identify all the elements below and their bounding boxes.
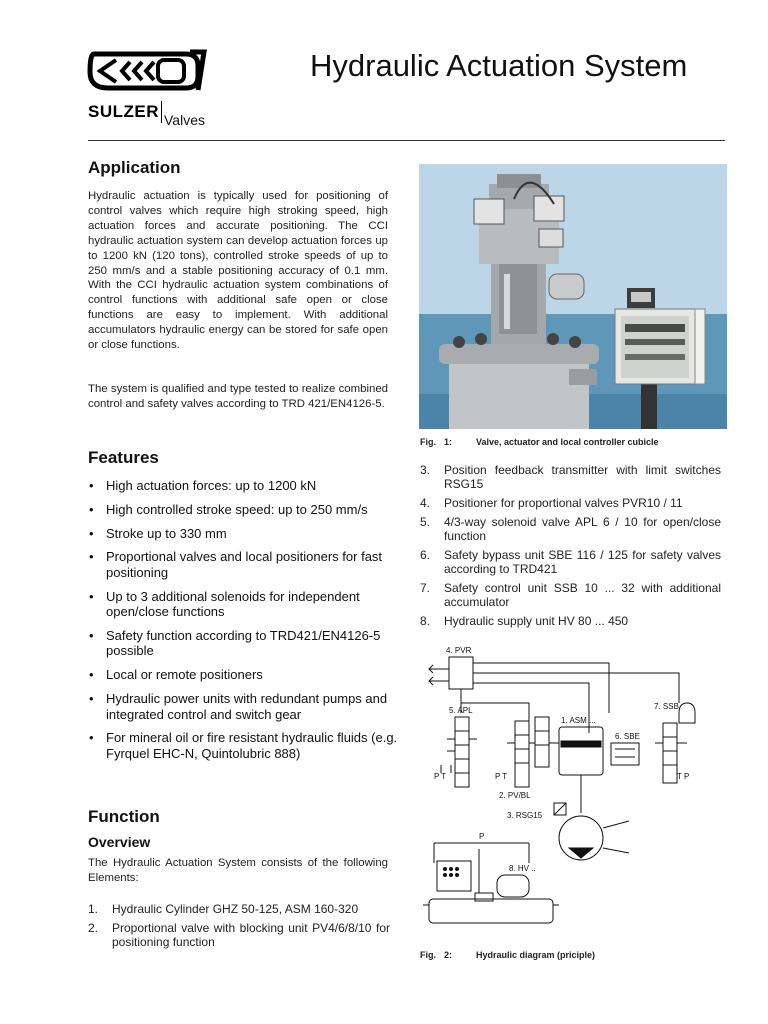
function-heading: Function: [88, 807, 160, 826]
label-pt-left: P T: [434, 772, 447, 781]
feature-item: • Up to 3 additional solenoids for independent open/close functions: [88, 589, 398, 620]
figure-1-caption: Fig. 1: Valve, actuator and local controller cubicle: [420, 437, 659, 447]
overview-subheading: Overview: [88, 834, 151, 850]
feature-item: • For mineral oil or fire resistant hydraulic fluids (e.g. Fyrquel EHC-N, Quintolubric 888): [88, 730, 398, 761]
label-rsg: 3. RSG15: [507, 811, 543, 820]
element-item: 7. Safety control unit SSB 10 ... 32 with additional accumulator: [420, 581, 721, 609]
feature-item: • Stroke up to 330 mm: [88, 526, 398, 542]
label-asm: 1. ASM ...: [561, 716, 596, 725]
label-pvbl: 2. PV/BL: [499, 791, 531, 800]
pvr-box: [449, 657, 473, 689]
sulzer-valves-brand: [88, 101, 205, 128]
hv-tank: [429, 899, 553, 923]
elements-list-right: [420, 463, 721, 628]
valve-actuator-photo: [419, 164, 727, 429]
asm-cylinder: [559, 727, 603, 775]
feature-item: • High controlled stroke speed: up to 250 mm/s: [88, 502, 398, 518]
label-apl: 5. APL: [449, 706, 473, 715]
label-p: P: [479, 832, 485, 841]
element-item: 5. 4/3-way solenoid valve APL 6 / 10 for open/close function: [420, 515, 721, 543]
application-paragraph-1: Hydraulic actuation is typically used for positioning of control valves which require high stroking speed, high actuation forces and accurate positioning. The CCI hydraulic actuation system can develop actuation forces up to 1200 kN (120 tons), controlled stroke speeds of up to 250 mm/s and a stable positioning accuracy of 0.1 mm. With the CCI hydraulic actuation system combinations of control functions with additional safe open or close functions are easy to implement. With additional accumulators hydraulic energy can be stored for safe open or close functions.: [88, 190, 388, 352]
feature-item: • Safety function according to TRD421/EN4126-5 possible: [88, 628, 398, 659]
feature-item: • Proportional valves and local positioners for fast positioning: [88, 549, 398, 580]
element-item: 6. Safety bypass unit SBE 116 / 125 for safety valves according to TRD421: [420, 548, 721, 576]
page-title: Hydraulic Actuation System: [310, 48, 688, 83]
feature-item: • Local or remote positioners: [88, 667, 398, 683]
application-heading: Application: [88, 158, 181, 177]
application-paragraph-2: The system is qualified and type tested to realize combined control and safety valves according to TRD 421/EN4126-5.: [88, 383, 388, 410]
element-item: 1. Hydraulic Cylinder GHZ 50-125, ASM 160-320: [88, 902, 359, 916]
element-item: 4. Positioner for proportional valves PVR10 / 11: [420, 496, 683, 510]
hydraulic-diagram: [419, 643, 727, 943]
hv-control-box: [437, 861, 471, 891]
label-hv: 8. HV ..: [509, 864, 536, 873]
overview-intro: The Hydraulic Actuation System consists of the following Elements:: [88, 857, 388, 884]
features-heading: Features: [88, 448, 159, 467]
brand-name: SULZER: [88, 102, 159, 121]
feature-item: • High actuation forces: up to 1200 kN: [88, 478, 398, 494]
brand-sub: Valves: [164, 112, 205, 128]
label-ssb: 7. SSB: [654, 702, 679, 711]
label-tp-right: T P: [677, 772, 690, 781]
label-pt-mid: P T: [495, 772, 508, 781]
element-item: 2. Proportional valve with blocking unit PV4/6/8/10 for positioning function: [88, 921, 390, 949]
label-sbe: 6. SBE: [615, 732, 640, 741]
features-list: [88, 478, 398, 770]
element-item: 3. Position feedback transmitter with limit switches RSG15: [420, 463, 721, 491]
header-rule: [88, 140, 725, 141]
feature-item: • Hydraulic power units with redundant pumps and integrated control and switch gear: [88, 691, 398, 722]
label-pvr: 4. PVR: [446, 646, 472, 655]
brand-divider: [161, 101, 162, 123]
element-item: 8. Hydraulic supply unit HV 80 ... 450: [420, 614, 629, 628]
elements-list-left: [88, 902, 390, 949]
figure-2-caption: Fig. 2: Hydraulic diagram (priciple): [420, 950, 596, 960]
